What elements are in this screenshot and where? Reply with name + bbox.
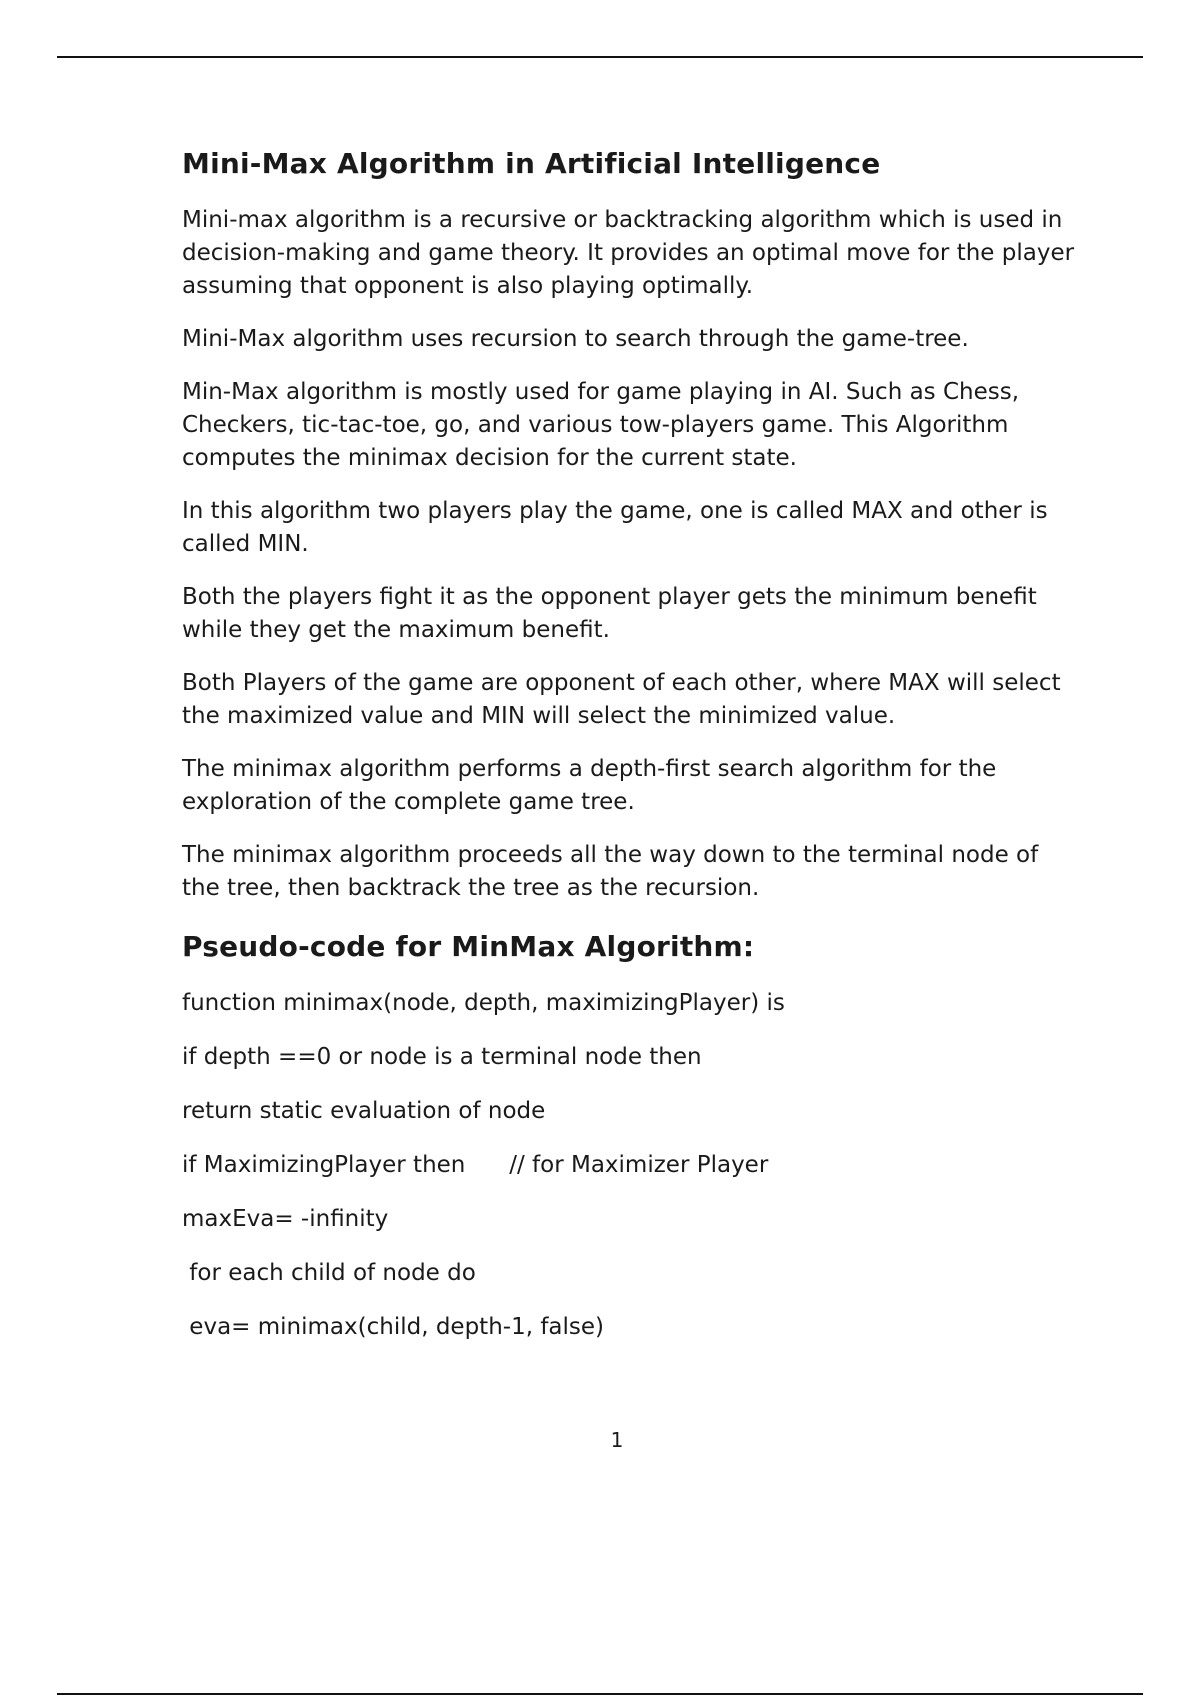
pseudocode-line: if MaximizingPlayer then // for Maximizer Player bbox=[182, 1152, 769, 1178]
document-body bbox=[182, 142, 1082, 1365]
pseudocode-line: eva= minimax(child, depth-1, false) bbox=[182, 1314, 605, 1340]
pseudocode-line: for each child of node do bbox=[182, 1260, 476, 1286]
paragraph-depth-first: The minimax algorithm performs a depth-first search algorithm for the exploration of the complete game tree. bbox=[182, 756, 997, 815]
paragraph-players: In this algorithm two players play the game, one is called MAX and other is called MIN. bbox=[182, 498, 1048, 557]
pseudocode-line: maxEva= -infinity bbox=[182, 1206, 389, 1232]
paragraph-backtrack: The minimax algorithm proceeds all the way down to the terminal node of the tree, then backtrack the tree as the recursion. bbox=[182, 842, 1039, 901]
paragraph-recursion: Mini-Max algorithm uses recursion to search through the game-tree. bbox=[182, 326, 969, 352]
top-rule bbox=[57, 56, 1143, 58]
paragraph-game-playing: Min-Max algorithm is mostly used for game playing in AI. Such as Chess, Checkers, tic-tac-toe, go, and various tow-players game. This Algorithm computes the minimax decision for the current state. bbox=[182, 379, 1020, 471]
paragraph-benefit: Both the players fight it as the opponent player gets the minimum benefit while they get the maximum benefit. bbox=[182, 584, 1037, 643]
paragraph-opponents: Both Players of the game are opponent of each other, where MAX will select the maximized value and MIN will select the minimized value. bbox=[182, 670, 1061, 729]
document-title: Mini-Max Algorithm in Artificial Intelligence bbox=[182, 147, 881, 180]
paragraph-definition: Mini-max algorithm is a recursive or backtracking algorithm which is used in decision-making and game theory. It provides an optimal move for the player assuming that opponent is also playing optimally. bbox=[182, 207, 1075, 299]
pseudocode-line: function minimax(node, depth, maximizingPlayer) is bbox=[182, 990, 785, 1016]
page-number: 1 bbox=[610, 1428, 624, 1452]
pseudocode-line: if depth ==0 or node is a terminal node then bbox=[182, 1044, 702, 1070]
pseudocode-line: return static evaluation of node bbox=[182, 1098, 546, 1124]
pseudocode-heading: Pseudo-code for MinMax Algorithm: bbox=[182, 930, 755, 963]
bottom-rule bbox=[57, 1693, 1143, 1695]
